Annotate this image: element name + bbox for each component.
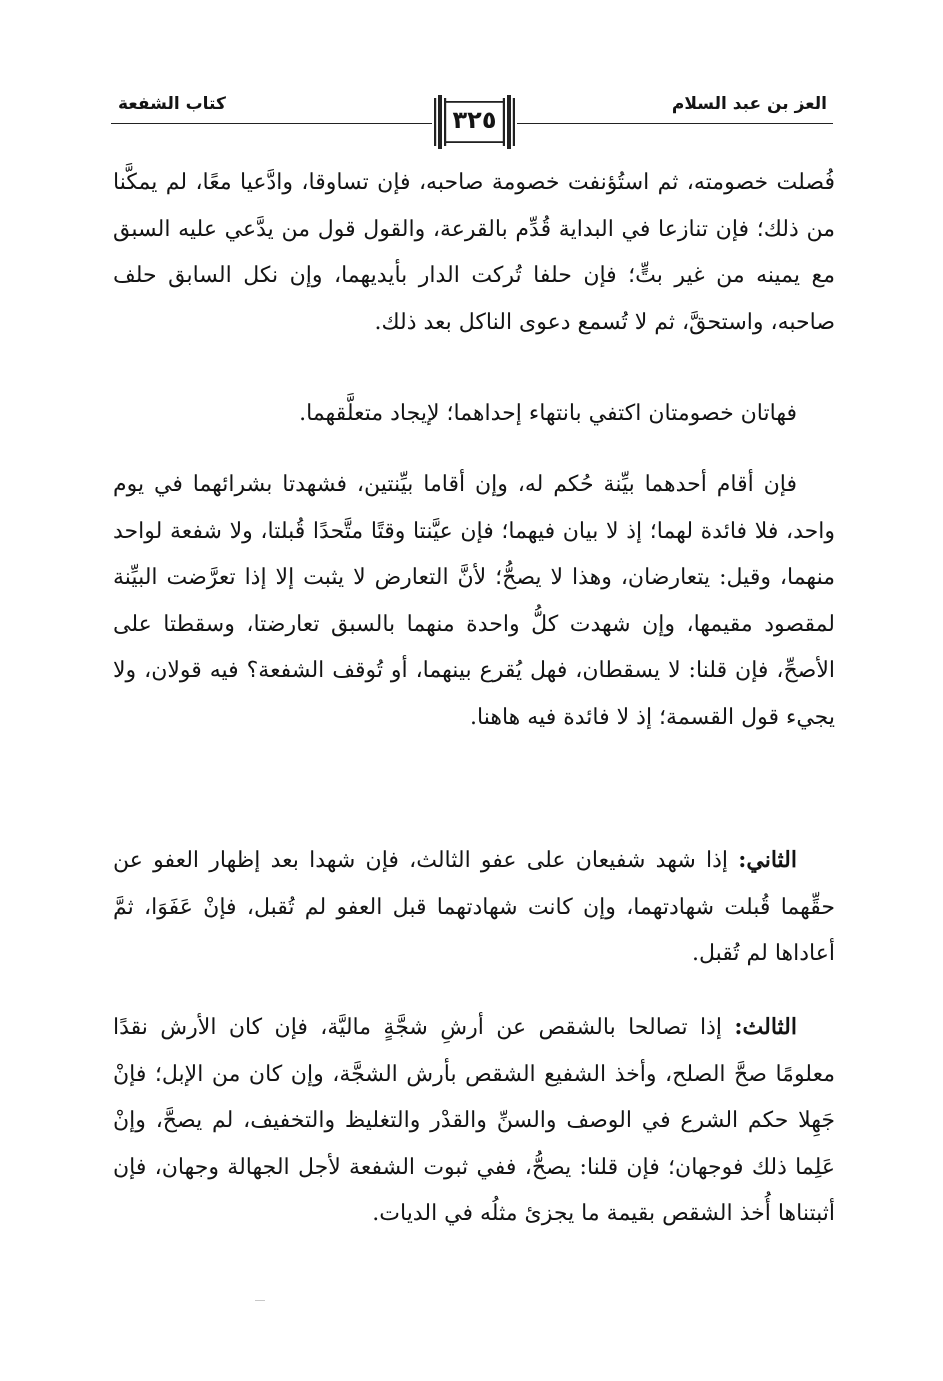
- paragraph-2: [113, 391, 835, 438]
- page-number-frame: [432, 95, 517, 149]
- header-rule-right: [517, 123, 833, 124]
- paragraph-text: إذا تصالحا بالشقص عن أرشِ شجَّةٍ ماليَّة، فإن كان الأرش نقدًا معلومًا صحَّ الصلح، وأخذ الشفيع الشقص بأرش الشجَّة، وإن كان من الإبل؛ فإنْ جَهِلا حكم الشرع في الوصف والسنِّ والقدْر والتغليظ والتخفيف، لم يصحَّ، وإنْ عَلِما ذلك فوجهان؛ فإن قلنا: يصحُّ، ففي ثبوت الشفعة لأجل الجهالة وجهان، فإن أثبتناها أُخذ الشقص بقيمة ما يجزئ مثلُه في الديات.: [113, 1015, 835, 1226]
- paragraph-text: فهاتان خصومتان اكتفي بانتهاء إحداهما؛ لإيجاد متعلَّقهما.: [299, 401, 797, 426]
- running-head-author: العز بن عبد السلام: [671, 94, 827, 114]
- paragraph-5: [113, 1004, 835, 1238]
- scan-mark: [255, 1300, 265, 1301]
- header-rule-left: [111, 123, 432, 124]
- page-number: ٣٢٥: [452, 106, 497, 134]
- running-head-section: كتاب الشفعة: [118, 94, 226, 114]
- paragraph-1: [113, 160, 835, 346]
- paragraph-4: [113, 837, 835, 978]
- section-lead-third: الثالث:: [734, 1014, 797, 1040]
- paragraph-3: [113, 462, 835, 741]
- paragraph-text: إذا شهد شفيعان على عفو الثالث، فإن شهدا بعد إظهار العفو عن حقِّهما قُبلت شهادتهما، وإن كانت شهادتهما قبل العفو لم تُقبل، فإنْ عَفَوَا، ثمَّ أعاداها لم تُقبل.: [113, 848, 835, 966]
- paragraph-text: فُصلت خصومته، ثم استُؤنفت خصومة صاحبه، فإن تساوقا، وادَّعيا معًا، لم يمكَّنا من ذلك؛ فإن تنازعا في البداية قُدِّم بالقرعة، والقول قول من يدَّعي عليه السبق مع يمينه من غير بتٍّ؛ فإن حلفا تُركت الدار بأيديهما، وإن نكل السابق حلف صاحبه، واستحقَّ، ثم لا تُسمع دعوى الناكل بعد ذلك.: [113, 170, 835, 335]
- paragraph-text: فإن أقام أحدهما بيِّنة حُكم له، وإن أقاما بيِّنتين، فشهدتا بشرائهما في يوم واحد، فلا فائدة لهما؛ إذ لا بيان فيهما؛ فإن عيَّنتا وقتًا متَّحدًا قُبلتا، ولا شفعة لواحد منهما، وقيل: يتعارضان، وهذا لا يصحُّ؛ لأنَّ التعارض لا يثبت إلا إذا تعرَّضت البيِّنة لمقصود مقيمها، وإن شهدت كلُّ واحدة منهما بالسبق تعارضتا، وسقطتا على الأصحِّ، فإن قلنا: لا يسقطان، فهل يُقرع بينهما، أو تُوقف الشفعة؟ فيه قولان، ولا يجيء قول القسمة؛ إذ لا فائدة فيه هاهنا.: [113, 472, 835, 730]
- section-lead-second: الثاني:: [738, 847, 797, 873]
